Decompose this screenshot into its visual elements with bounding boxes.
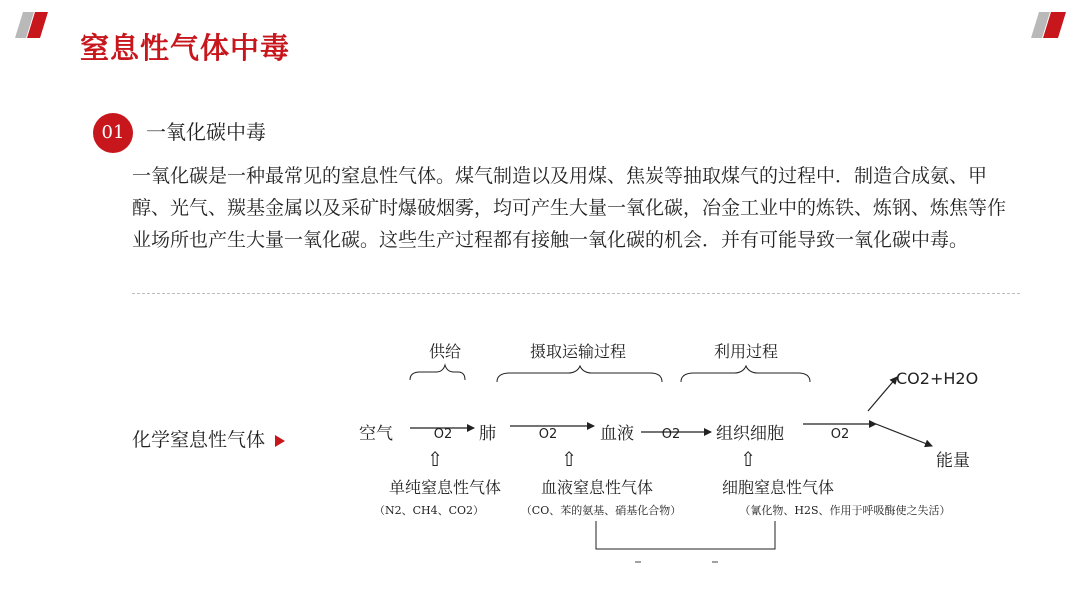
section-heading: 一氧化碳中毒 [146, 120, 266, 144]
group-label-uptake-transport: 摄取运输过程 [529, 342, 627, 361]
side-label: 化学窒息性气体 [132, 429, 266, 451]
node-tissue-cell: 组织细胞 [716, 424, 784, 444]
brace-utilization [681, 366, 810, 382]
arrow-to-energy [876, 424, 932, 446]
up-arrow-icon: ⇧ [426, 447, 444, 471]
category-cell-name: 细胞窒息性气体 [721, 478, 835, 497]
node-lung: 肺 [479, 424, 496, 444]
category-simple-name: 单纯窒息性气体 [388, 478, 502, 497]
node-blood: 血液 [600, 424, 634, 444]
category-blood-name: 血液窒息性气体 [540, 478, 654, 497]
connector-bracket [596, 521, 775, 549]
brace-supply [410, 365, 465, 380]
output-energy: 能量 [936, 451, 970, 471]
o2-label-1: O2 [433, 427, 453, 442]
group-label-utilization: 利用过程 [713, 342, 779, 361]
up-arrow-icon: ⇧ [739, 447, 757, 471]
up-arrow-icon: ⇧ [560, 447, 578, 471]
category-simple-examples: （N2、CH4、CO2） [373, 504, 485, 517]
o2-label-2: O2 [538, 427, 558, 442]
body-paragraph: 一氧化碳是一种最常见的窒息性气体。煤气制造以及用煤、焦炭等抽取煤气的过程中．制造合成氨、甲醇、光气、羰基金属以及采矿时爆破烟雾，均可产生大量一氧化碳，冶金工业中的炼铁、炼钢、炼焦等作业场所也产生大量一氧化碳。这些生产过程都有接触一氧化碳的机会．并有可能导致一氧化碳中毒。 [132, 165, 1007, 251]
category-cell-examples: （氰化物、H2S、作用于呼吸酶使之失活） [739, 504, 951, 517]
brace-uptake-transport [497, 366, 662, 382]
output-co2-h2o: CO2+H2O [896, 369, 979, 388]
category-blood-examples: （CO、苯的氨基、硝基化合物） [520, 504, 682, 517]
o2-label-3: O2 [661, 427, 681, 442]
arrow-to-co2-h2o [868, 377, 897, 411]
section-number-badge: 01 [93, 113, 133, 153]
node-air: 空气 [359, 424, 393, 444]
page-title: 窒息性气体中毒 [80, 31, 291, 65]
o2-label-4: O2 [830, 427, 850, 442]
group-label-supply: 供给 [428, 342, 462, 361]
